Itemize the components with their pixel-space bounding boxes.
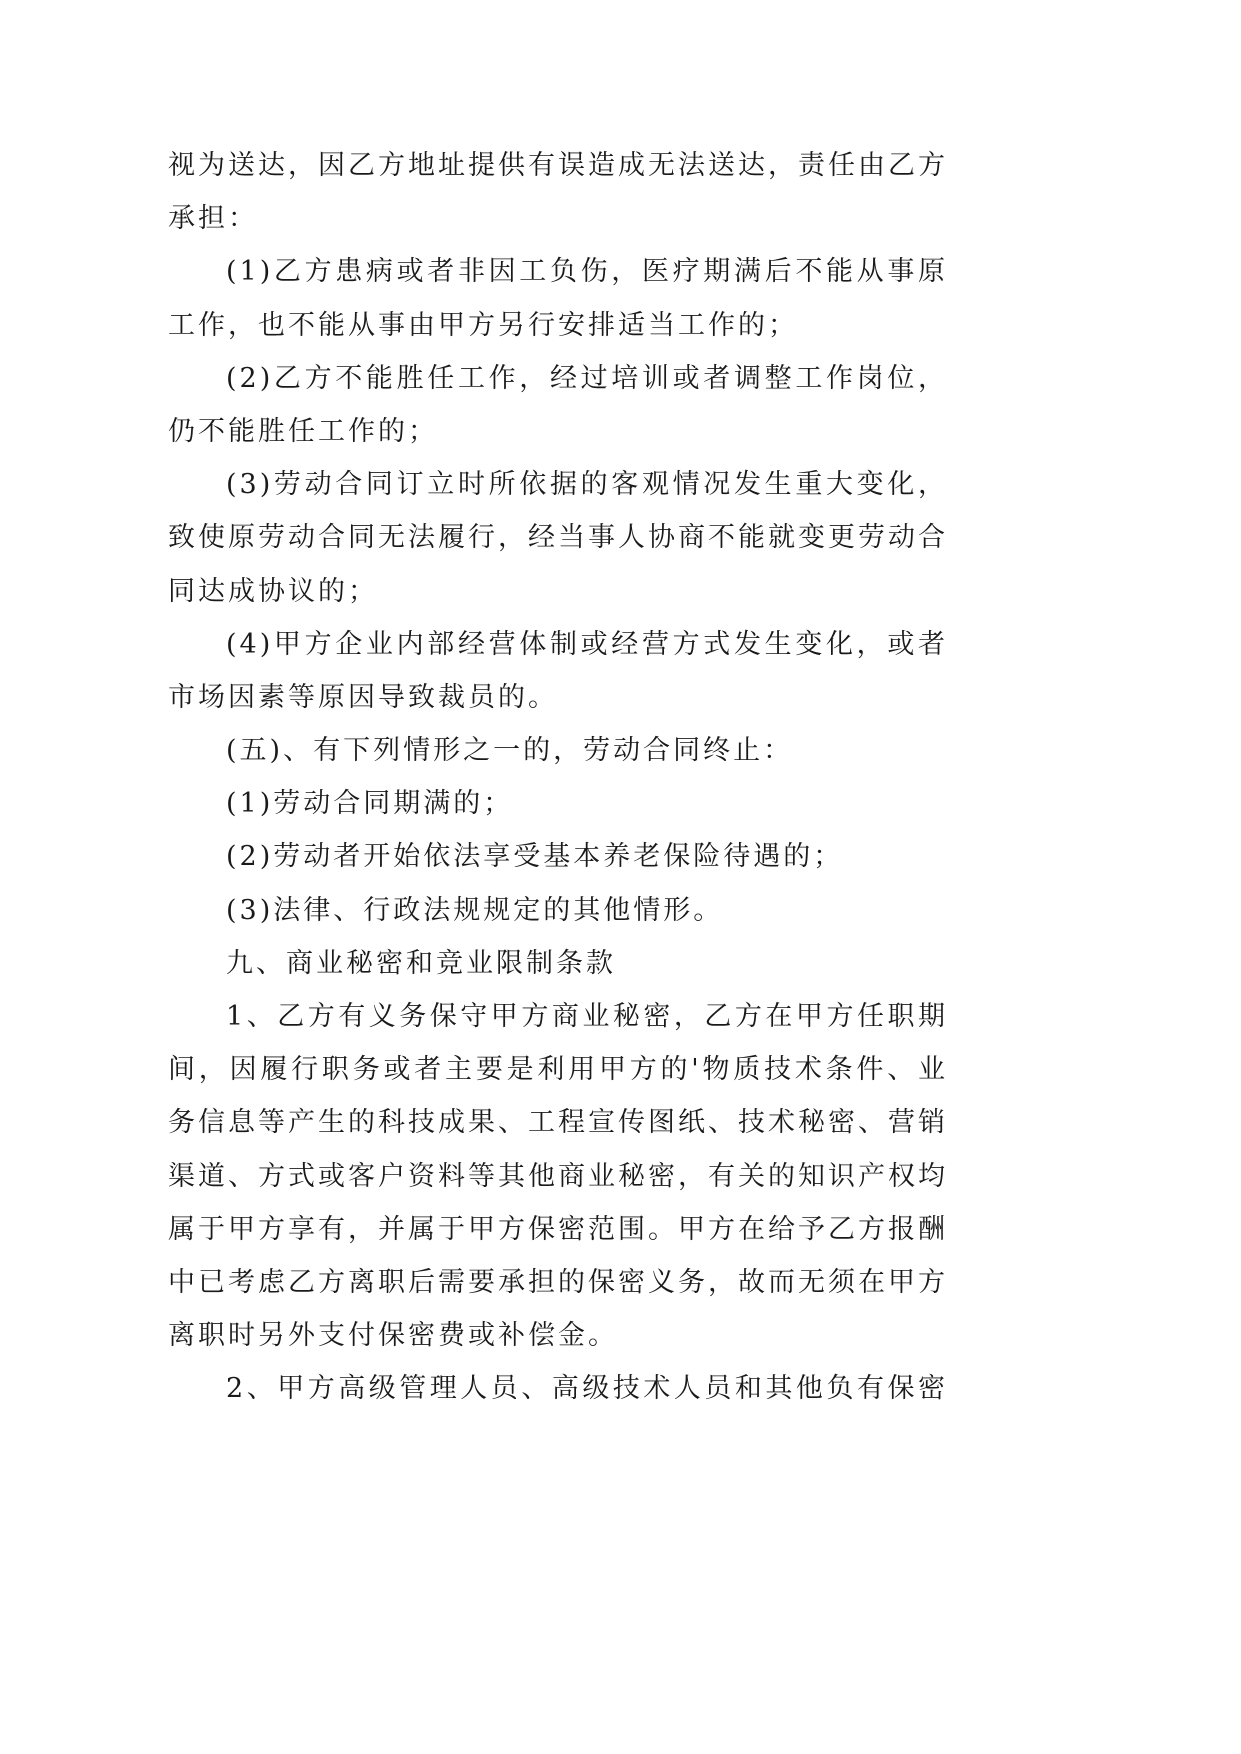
text-line: 务信息等产生的科技成果、工程宣传图纸、技术秘密、营销 — [168, 1107, 948, 1139]
text-line: 市场因素等原因导致裁员的。 — [168, 681, 558, 713]
text-line: (4)甲方企业内部经营体制或经营方式发生变化，或者 — [226, 628, 948, 660]
text-line: 离职时另外支付保密费或补偿金。 — [168, 1320, 618, 1352]
text-line: 1、乙方有义务保守甲方商业秘密，乙方在甲方任职期 — [226, 1001, 948, 1032]
text-line: (1)乙方患病或者非因工负伤，医疗期满后不能从事原 — [226, 256, 948, 288]
text-line: (五)、有下列情形之一的，劳动合同终止： — [226, 735, 794, 767]
text-line: (1)劳动合同期满的； — [226, 788, 514, 820]
text-line: 工作，也不能从事由甲方另行安排适当工作的； — [168, 309, 798, 341]
text-line: (3)法律、行政法规规定的其他情形。 — [226, 894, 724, 926]
text-line: 2、甲方高级管理人员、高级技术人员和其他负有保密 — [226, 1373, 948, 1405]
text-line: 仍不能胜任工作的； — [168, 415, 438, 447]
text-line: 中已考虑乙方离职后需要承担的保密义务，故而无须在甲方 — [168, 1266, 948, 1298]
text-line: 九、商业秘密和竞业限制条款 — [226, 947, 616, 979]
text-line: 同达成协议的； — [168, 575, 378, 607]
document-body — [168, 139, 948, 1416]
text-line: 视为送达，因乙方地址提供有误造成无法送达，责任由乙方 — [168, 150, 948, 181]
text-line: (3)劳动合同订立时所依据的客观情况发生重大变化， — [226, 469, 948, 501]
text-line: 致使原劳动合同无法履行，经当事人协商不能就变更劳动合 — [168, 522, 948, 554]
text-line: 间，因履行职务或者主要是利用甲方的'物质技术条件、业 — [168, 1054, 948, 1086]
text-line: 属于甲方享有，并属于甲方保密范围。甲方在给予乙方报酬 — [168, 1213, 948, 1245]
text-line: 渠道、方式或客户资料等其他商业秘密，有关的知识产权均 — [168, 1160, 948, 1192]
text-line: 承担： — [168, 203, 258, 235]
text-line: (2)乙方不能胜任工作，经过培训或者调整工作岗位， — [226, 362, 948, 394]
text-line: (2)劳动者开始依法享受基本养老保险待遇的； — [226, 841, 844, 873]
